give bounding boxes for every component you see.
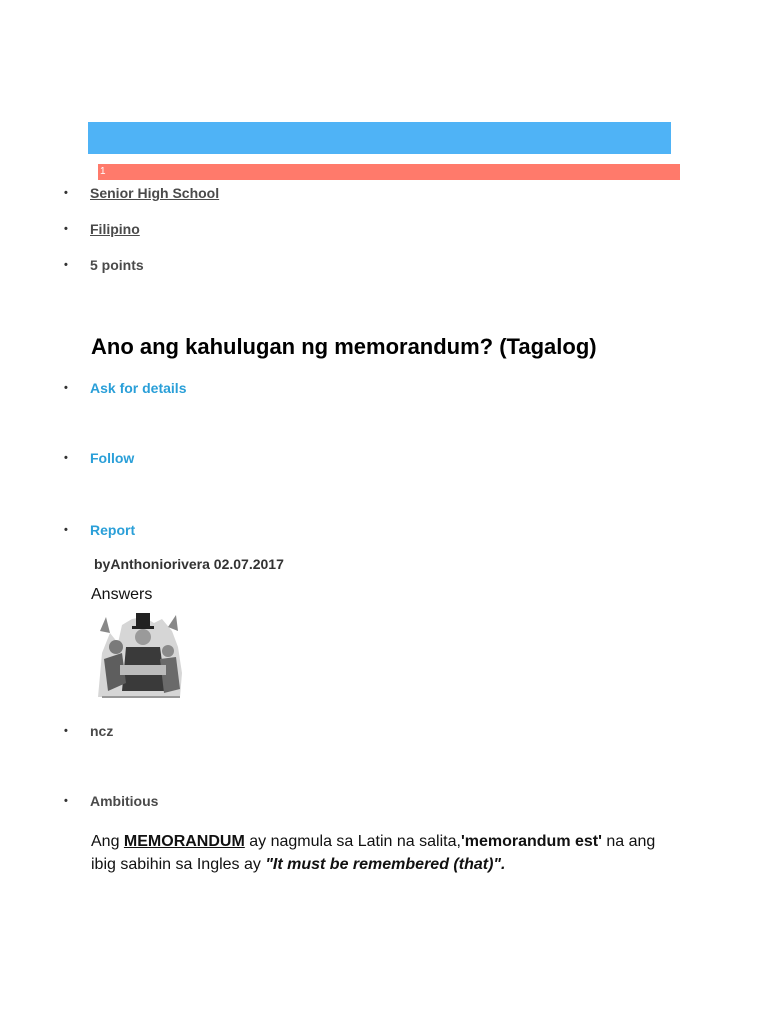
header-banner — [88, 122, 671, 154]
bullet-icon: • — [64, 382, 68, 394]
bullet-icon: • — [64, 524, 68, 536]
follow-link[interactable]: Follow — [90, 450, 135, 466]
question-title: Ano ang kahulugan ng memorandum? (Tagalog) — [91, 334, 597, 359]
page-indicator: 1 — [100, 166, 106, 177]
subject-level-link[interactable]: Senior High School — [90, 185, 220, 201]
answer-text-part: na ang ibig sabihin sa Ingles ay — [91, 833, 656, 873]
list-item-level — [64, 184, 219, 202]
bullet-icon: • — [64, 795, 68, 807]
answerer-avatar-image — [92, 613, 184, 700]
list-item-ask — [64, 379, 186, 397]
answer-author: ncz — [90, 723, 114, 739]
bullet-icon: • — [64, 259, 68, 271]
list-item-rank — [64, 792, 158, 810]
subject-link[interactable]: Filipino — [90, 221, 140, 237]
list-item-report — [64, 521, 135, 539]
answer-latin-phrase: 'memorandum est' — [460, 833, 602, 850]
list-item-follow — [64, 449, 134, 467]
list-item-points — [64, 256, 144, 274]
bullet-icon: • — [64, 725, 68, 737]
list-item-subject — [64, 220, 140, 238]
bullet-icon: • — [64, 187, 68, 199]
answer-author-rank: Ambitious — [90, 793, 159, 809]
points-label: 5 points — [90, 257, 144, 273]
bullet-icon: • — [64, 223, 68, 235]
page-indicator-bar — [98, 164, 680, 180]
question-byline: byAnthoniorivera 02.07.2017 — [94, 556, 284, 572]
answer-english-phrase: "It must be remembered (that)". — [265, 856, 506, 873]
report-link[interactable]: Report — [90, 522, 136, 538]
list-item-author — [64, 722, 113, 740]
bullet-icon: • — [64, 452, 68, 464]
ask-for-details-link[interactable]: Ask for details — [90, 380, 187, 396]
answers-heading: Answers — [91, 586, 153, 603]
answer-text-part: Ang — [91, 833, 124, 850]
answer-term: MEMORANDUM — [123, 833, 245, 850]
answer-body — [91, 830, 671, 876]
answer-text-part: ay nagmula sa Latin na salita, — [244, 833, 461, 850]
